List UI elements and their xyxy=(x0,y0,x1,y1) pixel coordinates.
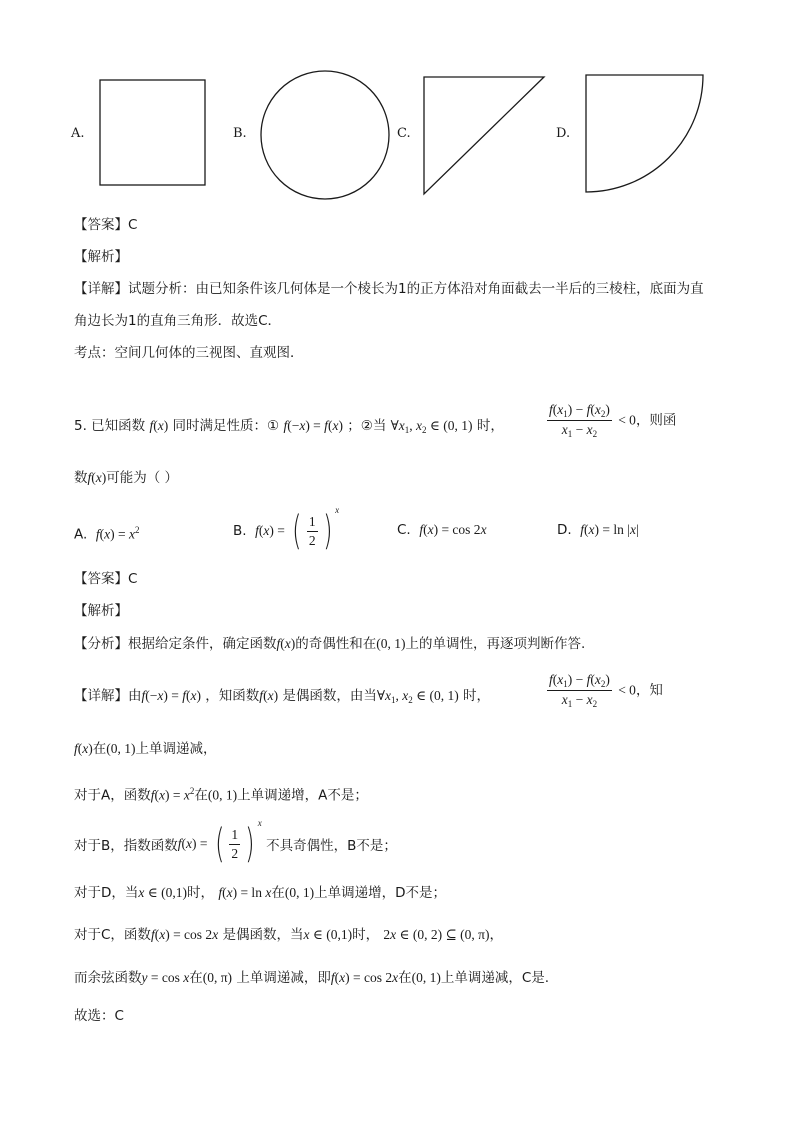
q4-kaodian: 考点：空间几何体的三视图、直观图． xyxy=(74,345,304,361)
q5-detail-fraction: $\frac{f(x_1) - f(x_2)}{x_1 - x_2}$ < 0，知 xyxy=(549,672,663,709)
q5-answer: 【答案】C xyxy=(74,571,138,587)
q5-analysis-heading: 【解析】 xyxy=(74,603,128,619)
triangle-figure xyxy=(421,74,547,198)
q5-fenxi: 【分析】根据给定条件，确定函数f(x)的奇偶性和在(0, 1)上的单调性，再逐项判断作答. xyxy=(74,636,586,652)
option-c-label: C. xyxy=(397,126,411,141)
q4-analysis-heading: 【解析】 xyxy=(74,249,128,265)
q4-answer: 【答案】C xyxy=(74,217,138,233)
q5-option-a: A. $f(x) = x^2$ xyxy=(74,525,140,543)
q5-last: 而余弦函数y = cos x在(0, π) 上单调递减，即f(x) = cos 2x在(0, 1)上单调递减，C是. xyxy=(74,970,550,986)
option-d-label: D. xyxy=(556,126,571,141)
q5-for-c: 对于C，函数f(x) = cos 2x 是偶函数，当x ∈ (0,1)时， 2x ∈ (0, 2) ⊆ (0, π)， xyxy=(74,927,503,943)
q5-for-a: 对于A，函数$f(x) = x^2$在(0, 1)上单调递增，A不是； xyxy=(74,786,368,804)
q5-for-b: 对于B，指数函数f(x) = ( $\frac{1}{2}$ ) $^x$ 不具奇偶性，B不是； xyxy=(74,818,397,867)
q5-detail-line2: f(x)在(0, 1)上单调递减， xyxy=(74,741,217,757)
q4-detail-line1: 【详解】试题分析：由已知条件该几何体是一个棱长为1的正方体沿对角面截去一半后的三棱柱，底面为直 xyxy=(74,281,704,297)
q5-final: 故选：C xyxy=(74,1008,124,1024)
q5-detail-line1: 【详解】由f(−x) = f(x) ，知函数f(x) 是偶函数，由当$\forall x_1$, $x_2$ ∈ (0, 1) 时， xyxy=(74,688,491,705)
quarter-circle-figure xyxy=(583,72,708,197)
q5-stem-fraction: $\frac{f(x_1) - f(x_2)}{x_1 - x_2}$ < 0，则函 xyxy=(549,402,677,439)
q5-option-c: C. f(x) = cos 2x xyxy=(397,522,487,538)
q5-option-b: B. f(x) = ( $\frac{1}{2}$ ) $^x$ xyxy=(233,505,340,554)
circle-figure xyxy=(258,68,392,202)
q5-stem-line2: 数f(x)可能为（ ） xyxy=(74,470,179,486)
q4-detail-line2: 角边长为1的直角三角形．故选C． xyxy=(74,313,282,329)
square-figure xyxy=(99,79,207,187)
q5-stem-line1: 5. 已知函数 f(x) 同时满足性质：① f(−x) = f(x) ；②当 $\forall x_1$, $x_2$ ∈ (0, 1) 时， xyxy=(74,418,504,435)
option-a-label: A. xyxy=(71,126,85,141)
option-b-label: B. xyxy=(233,126,247,141)
q5-for-d: 对于D，当x ∈ (0,1)时， f(x) = ln x在(0, 1)上单调递增，D不是； xyxy=(74,885,446,901)
q5-option-d: D. f(x) = ln |x| xyxy=(557,522,639,538)
